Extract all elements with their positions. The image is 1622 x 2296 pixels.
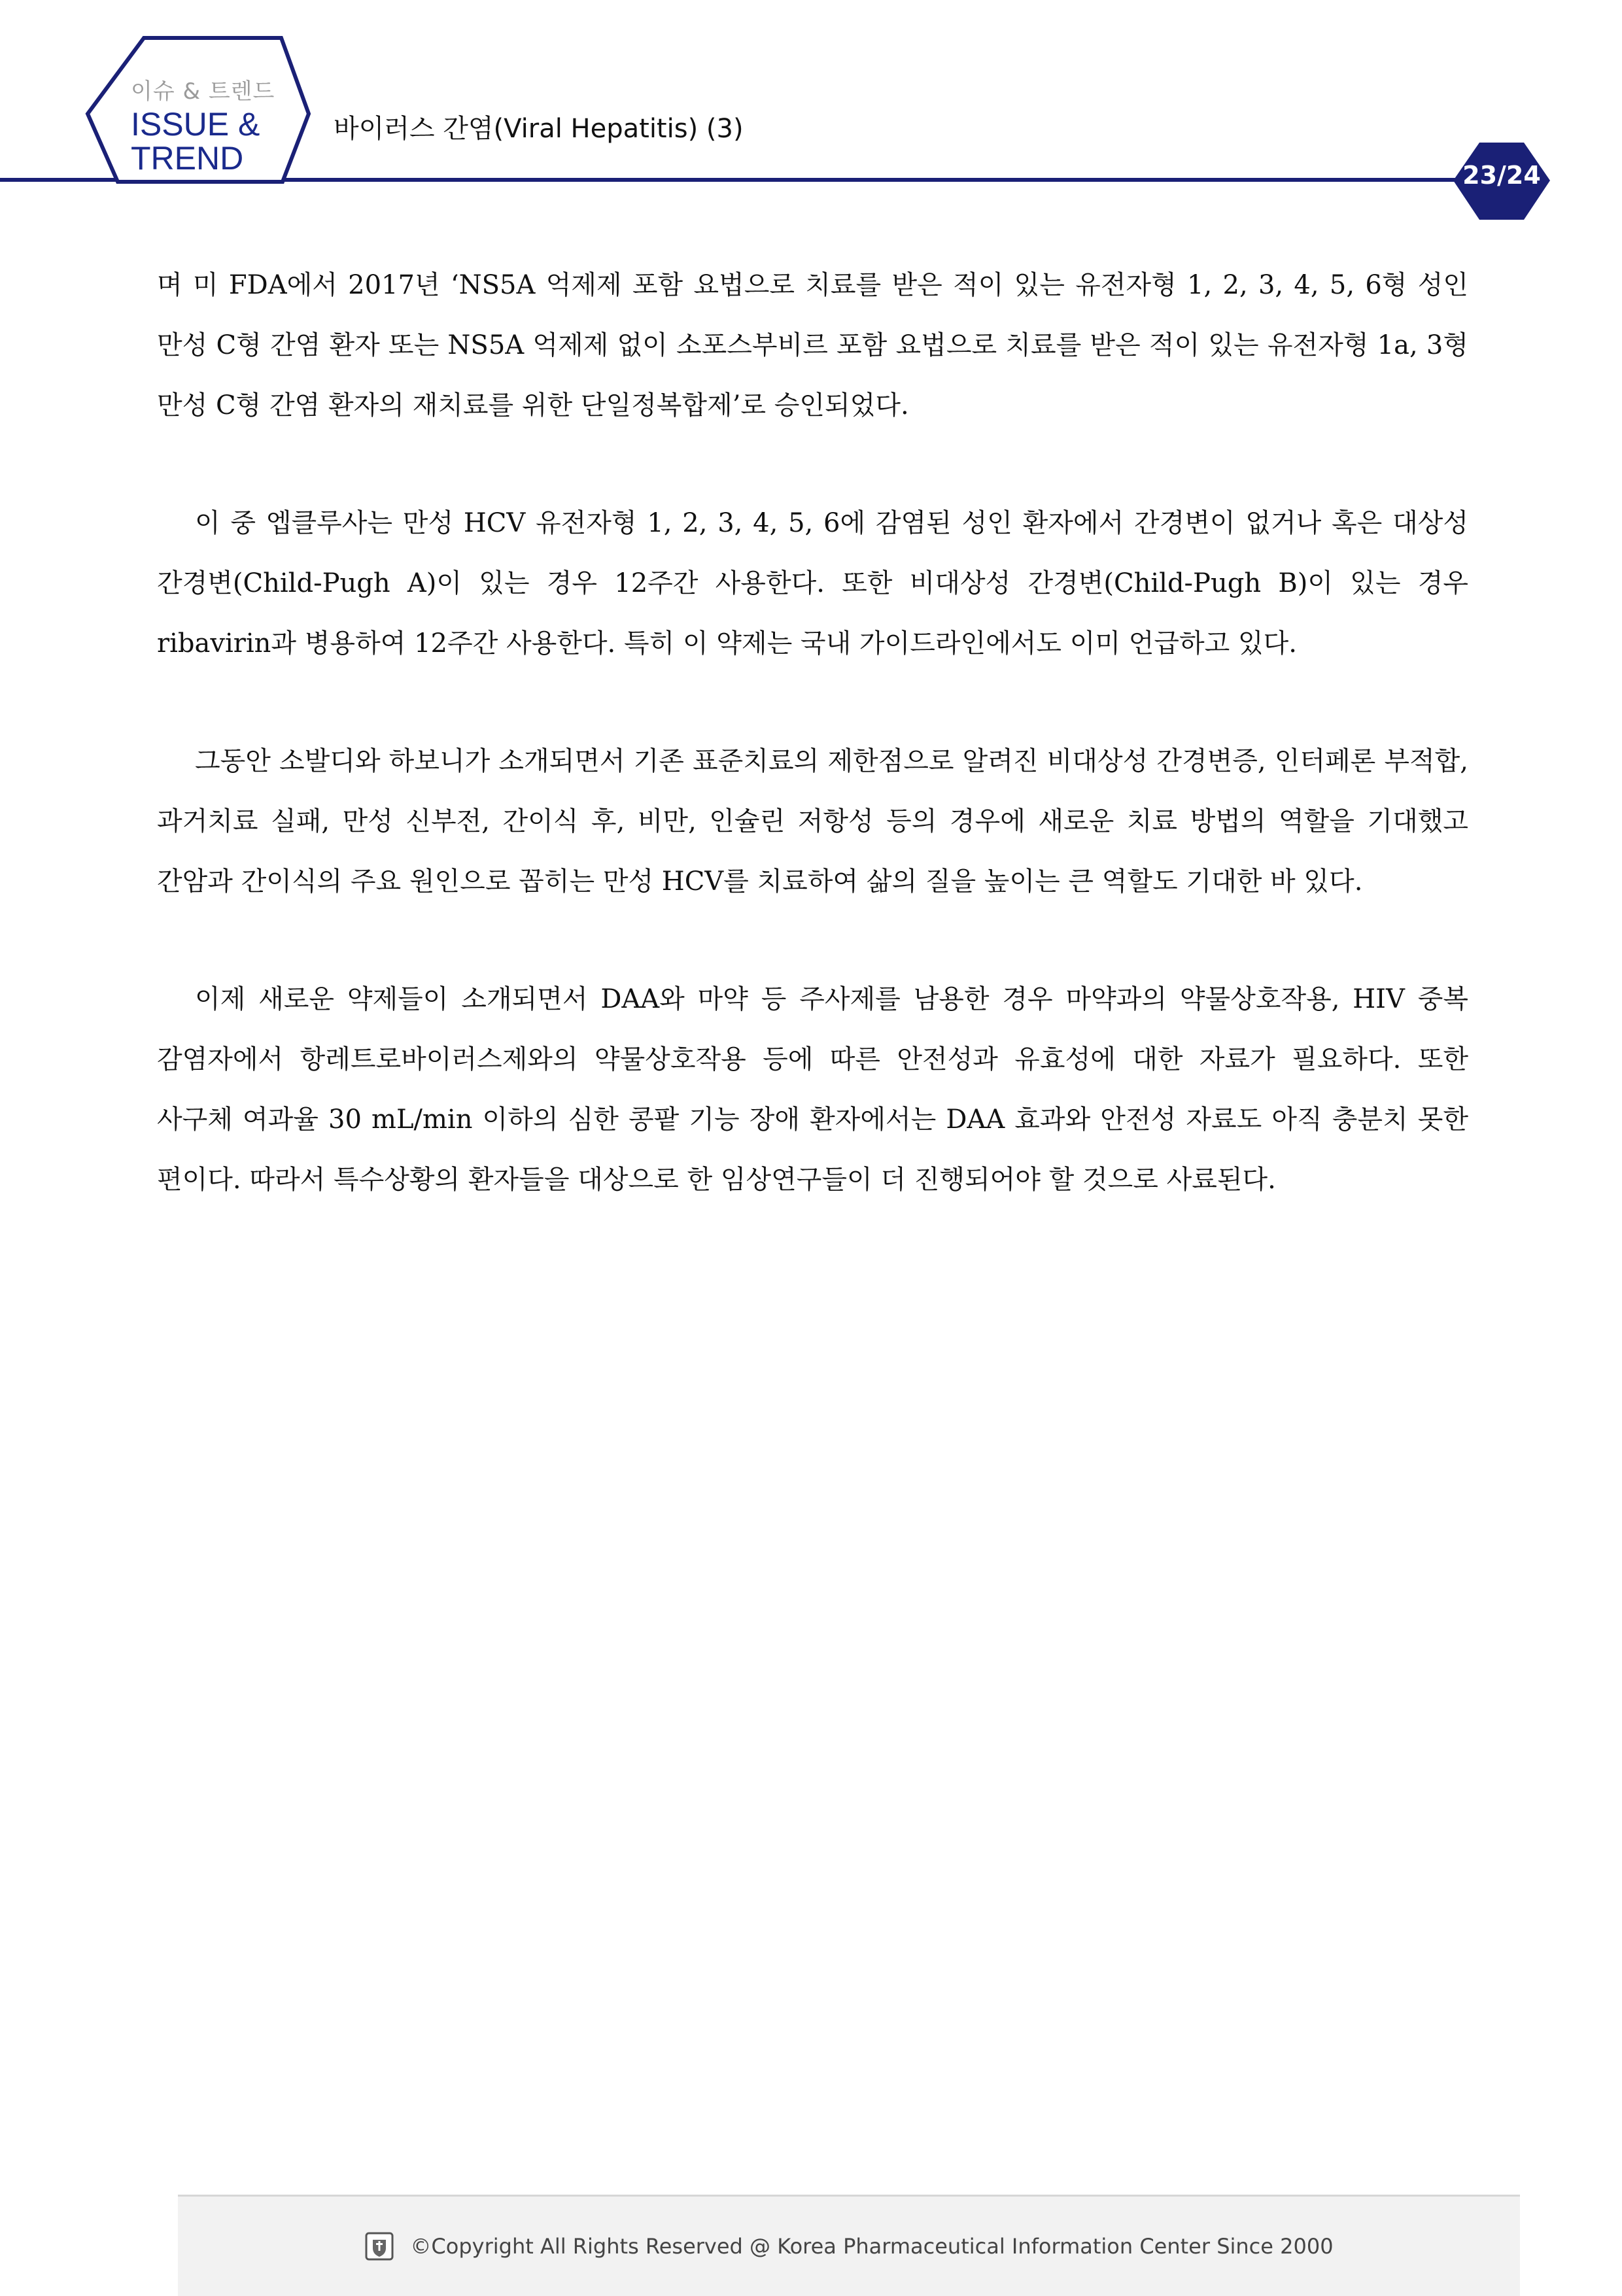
document-title: 바이러스 간염(Viral Hepatitis) (3) bbox=[334, 114, 744, 144]
page-number: 23/24 bbox=[1462, 161, 1541, 190]
issue-trend-badge bbox=[131, 107, 260, 175]
kpic-emblem-icon bbox=[364, 2231, 394, 2261]
paragraph-special-populations: 이제 새로운 약제들이 소개되면서 DAA와 마약 등 주사제를 남용한 경우 마약과의 약물상호작용, HIV 중복 감염자에서 항레트로바이러스제와의 약물상호작용 등에 따른 안전성과 유효성에 대한 자료가 필요하다. 또한 사구체 여과율 30 mL/min 이하의 심한 콩팥 기능 장애 환자에서는 DAA 효과와 안전성 자료도 아직 충분치 못한 편이다. 따라서 특수상황의 환자들을 대상으로 한 임상연구들이 더 진행되어야 할 것으로 사료된다. bbox=[157, 984, 1468, 1195]
paragraph-continuation: 며 미 FDA에서 2017년 ‘NS5A 억제제 포함 요법으로 치료를 받은 적이 있는 유전자형 1, 2, 3, 4, 5, 6형 성인 만성 C형 간염 환자 또는 NS5A 억제제 없이 소포스부비르 포함 요법으로 치료를 받은 적이 있는 유전자형 1a, 3형 만성 C형 간염 환자의 재치료를 위한 단일정복합제’로 승인되었다. bbox=[157, 270, 1468, 420]
paragraph-sovaldi-harvoni: 그동안 소발디와 하보니가 소개되면서 기존 표준치료의 제한점으로 알려진 비대상성 간경변증, 인터페론 부적합, 과거치료 실패, 만성 신부전, 간이식 후, 비만, 인슐린 저항성 등의 경우에 새로운 치료 방법의 역할을 기대했고 간암과 간이식의 주요 원인으로 꼽히는 만성 HCV를 치료하여 삶의 질을 높이는 큰 역할도 기대한 바 있다. bbox=[157, 746, 1468, 897]
badge-subtitle: 이슈 & 트렌드 bbox=[131, 78, 275, 105]
paragraph-epclusa: 이 중 엡클루사는 만성 HCV 유전자형 1, 2, 3, 4, 5, 6에 감염된 성인 환자에서 간경변이 없거나 혹은 대상성 간경변(Child-Pugh A)이 있는 경우 12주간 사용한다. 또한 비대상성 간경변(Child-Pugh B)이 있는 경우 ribavirin과 병용하여 12주간 사용한다. 특히 이 약제는 국내 가이드라인에서도 이미 언급하고 있다. bbox=[157, 508, 1468, 659]
footer-content bbox=[178, 2197, 1520, 2296]
badge-line-trend: TREND bbox=[131, 140, 244, 177]
article-body bbox=[157, 255, 1468, 1267]
page-footer bbox=[178, 2195, 1520, 2296]
page-header bbox=[0, 0, 1622, 235]
badge-line-issue: ISSUE & bbox=[131, 106, 260, 143]
copyright-text: ©Copyright All Rights Reserved @ Korea Pharmaceutical Information Center Since 2000 bbox=[410, 2234, 1334, 2259]
